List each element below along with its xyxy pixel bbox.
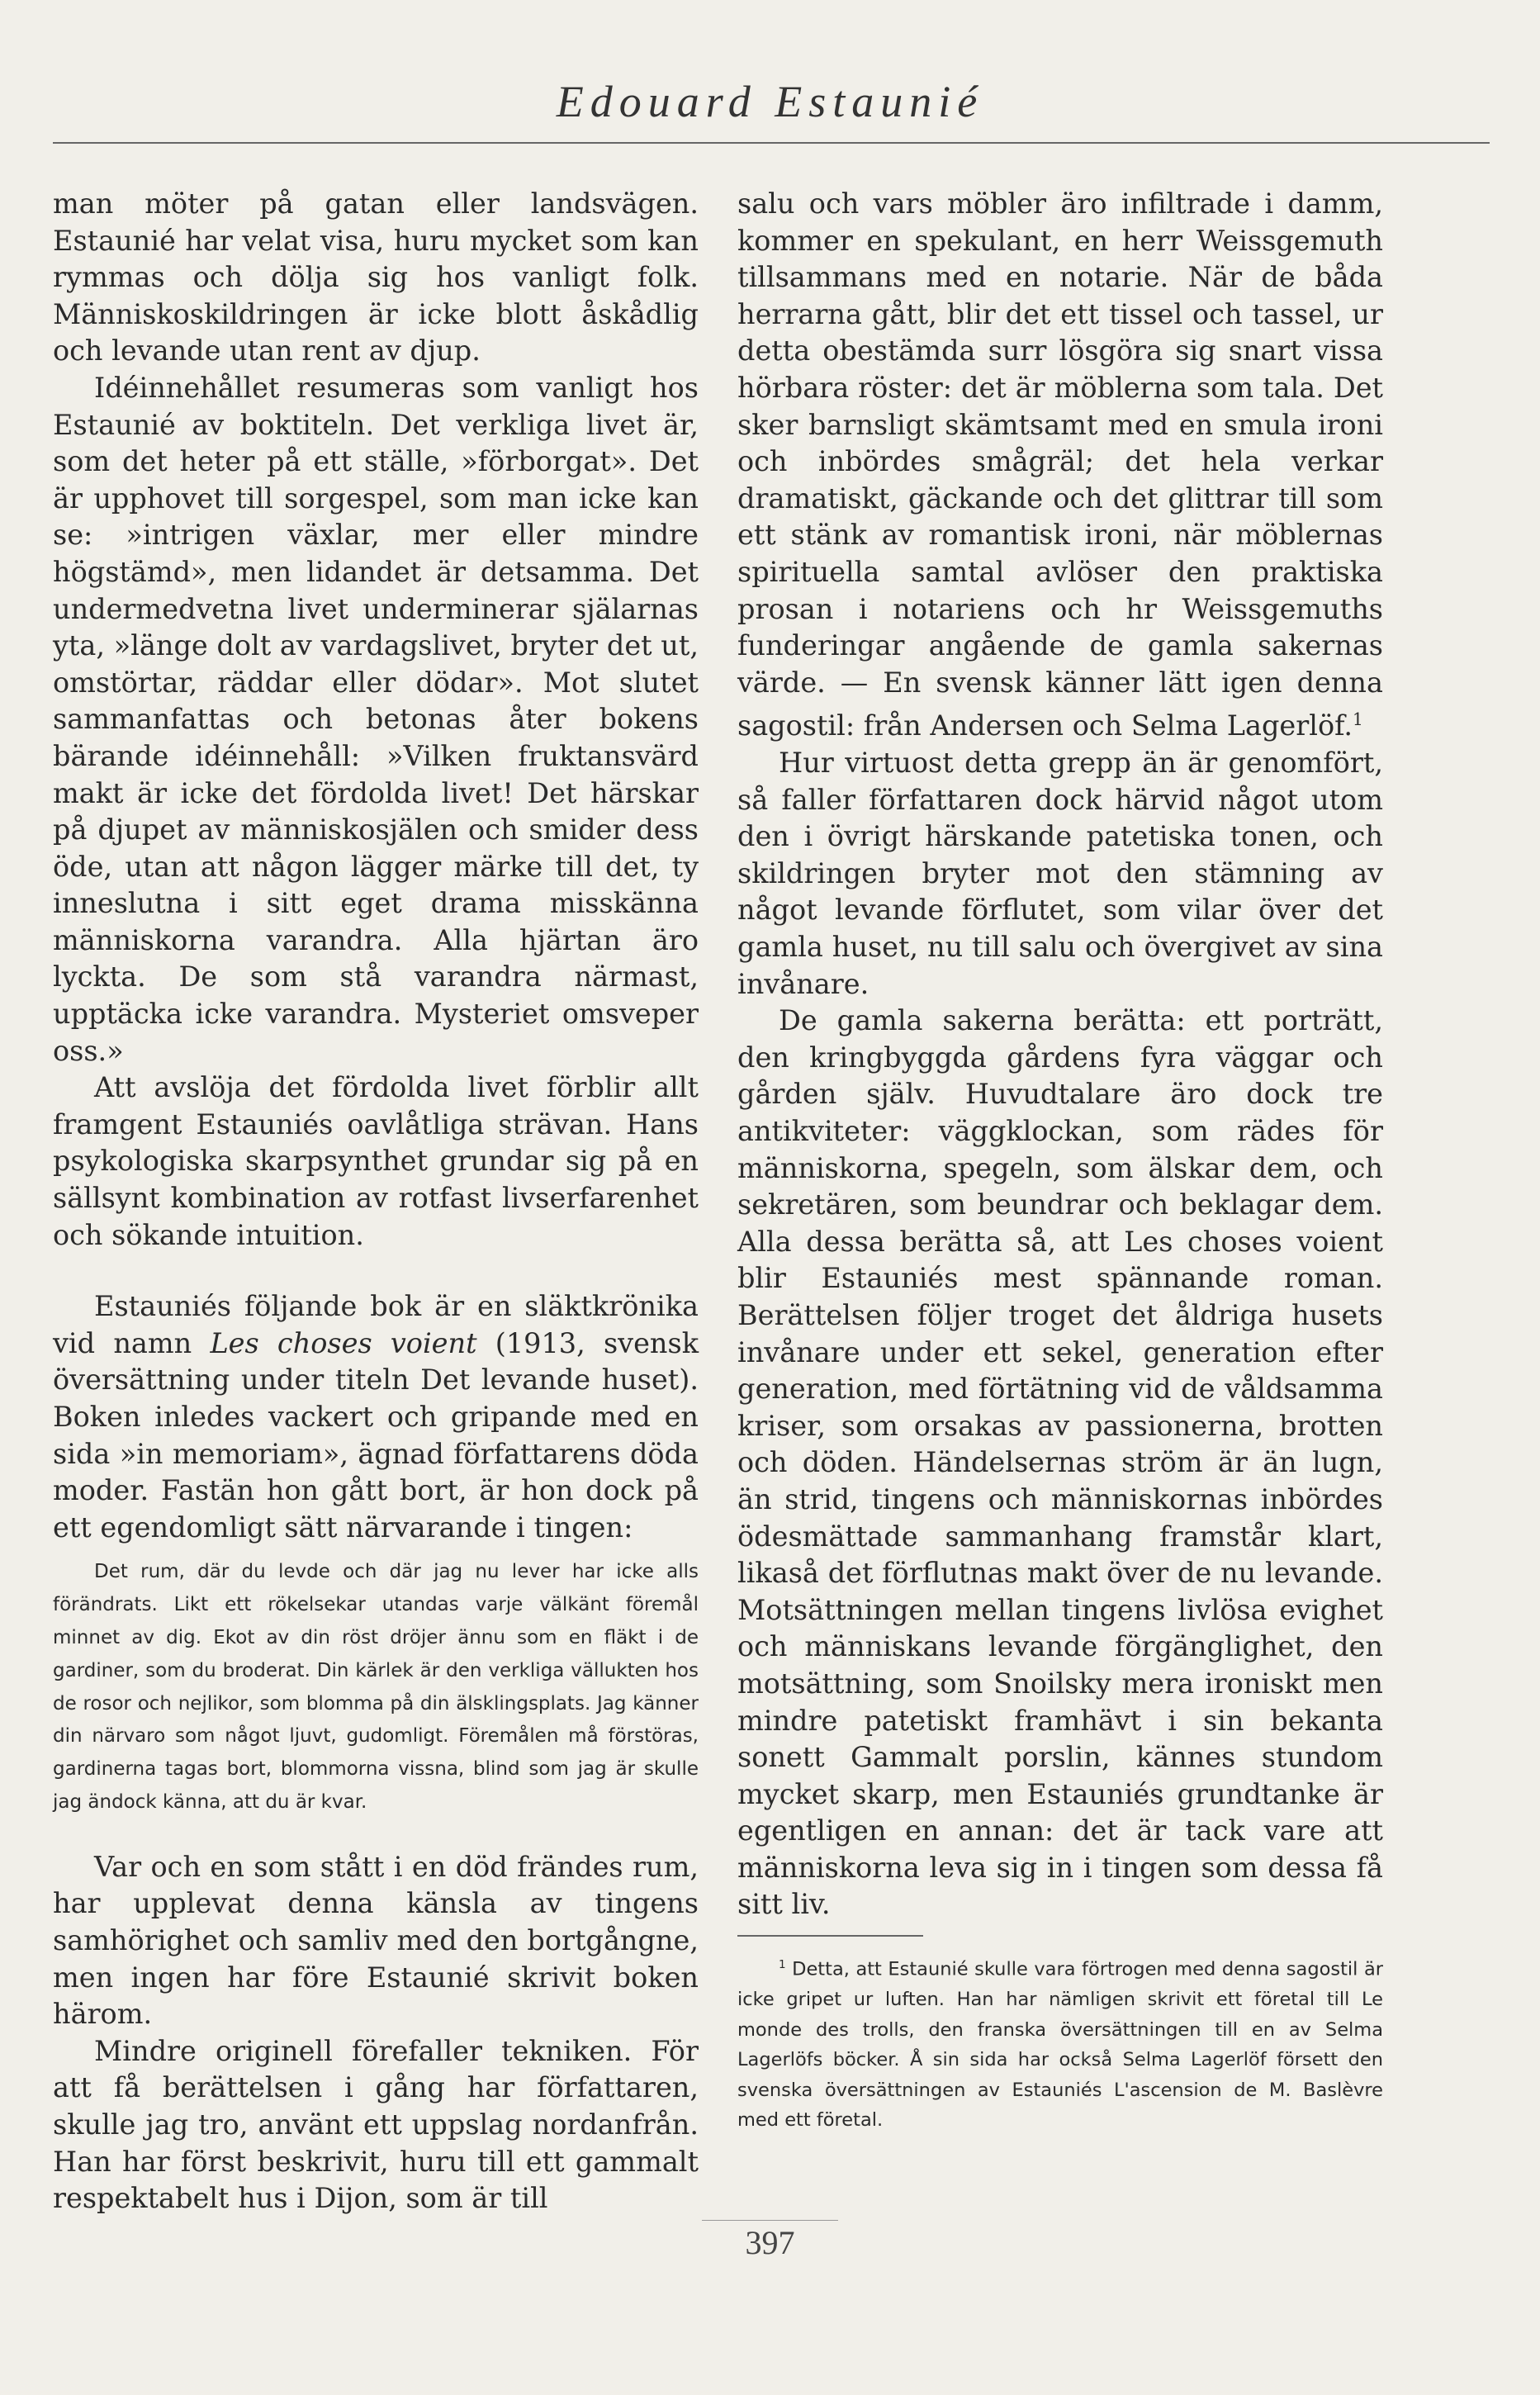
paragraph: De gamla sakerna berätta: ett porträtt, den kringbyggda gårdens fyra väggar och gården själv. Huvudtalare äro dock tre antikviteter: väggklockan, som rädes för människorna, spegeln, som älskar dem, och sekretären, som beundrar och beklagar dem. Alla dessa berätta så, att Les choses voient blir Estauniés mest spännande roman. Berättelsen följer troget det åldriga husets invånare under ett sekel, generation efter generation, med förtätning vid de våldsamma kriser, som orsakas av passionerna, brotten och döden. Händelsernas ström är än lugn, än strid, tingens och människornas inbördes ödesmättade sammanhang framstår klart, likaså det förflutnas makt över de nu levande. Motsättningen mellan tingens livlösa evighet och människans levande förgänglighet, den motsättning, som Snoilsky mera ironiskt men mindre patetiskt framhävt i sin bekanta sonett Gammalt porslin, kännes stundom mycket skarp, men Estauniés grundtanke är egentligen en annan: det är tack vare att människorna leva sig in i tingen som dessa få sitt liv.: [737, 1004, 1383, 1921]
footnote-text: Detta, att Estaunié skulle vara förtrogen med denna sagostil är icke gripet ur luften. Han har nämligen skrivit ett företal till Le monde des trolls, den franska översättningen till en av Selma Lagerlöfs böcker. Å sin sida har också Selma Lagerlöf försett den svenska översättningen av Estauniés L'ascension de M. Baslèvre med ett företal.: [737, 1958, 1383, 2132]
page-number: 397: [745, 2224, 795, 2261]
paragraph-text: salu och vars möbler äro infiltrade i damm, kommer en spekulant, en herr Weissgemuth tillsammans med en notarie. När de båda herrarna gått, blir det ett tissel och tassel, ur detta obestämda surr lösgöra sig snart vissa hörbara röster: det är möblerna som tala. Det sker barnsligt skämtsamt med en smula ironi och inbördes smågräl; det hela verkar dramatiskt, gäckande och det glittrar till som ett stänk av romantisk ironi, när möblernas spirituella samtal avlöser den praktiska prosan i notariens och hr Weissgemuths funderingar angående de gamla sakernas värde. — En svensk känner lätt igen denna sagostil: från Andersen och Selma Lagerlöf.: [737, 187, 1383, 742]
paragraph: Var och en som stått i en död frändes rum, har upplevat denna känsla av tingens samhörighet och samliv med den bortgångne, men ingen har före Estaunié skrivit boken härom.: [53, 1850, 699, 2031]
footnote-reference: 1: [1352, 709, 1363, 730]
running-header: Edouard Estaunié: [556, 77, 984, 126]
header-divider: [53, 142, 1490, 144]
paragraph: [737, 186, 1383, 745]
paragraph: Idéinnehållet resumeras som vanligt hos Estaunié av boktiteln. Det verkliga livet är, som det heter på ett ställe, »förborgat». Det är upphovet till sorgespel, som man icke kan se: »intrigen växlar, mer eller mindre högstämd», men lidandet är detsamma. Det undermedvetna livet underminerar själarnas yta, »länge dolt av vardagslivet, bryter det ut, omstörtar, räddar eller dödar». Mot slutet sammanfattas och betonas åter bokens bärande idéinnehåll: »Vilken fruktansvärd makt är icke det fördolda livet! Det härskar på djupet av människosjälen och smider dess öde, utan att någon lägger märke till det, ty inneslutna i sitt eget drama misskänna människorna varandra. Alla hjärtan äro lyckta. De som stå varandra närmast, upptäcka icke varandra. Mysteriet omsveper oss.»: [53, 371, 699, 1067]
footnote-divider: [737, 1935, 923, 1937]
book-title: Les choses voient: [210, 1326, 477, 1359]
paragraph: Att avslöja det fördolda livet förblir allt framgent Estauniés oavlåtliga strävan. Hans psykologiska skarpsynthet grundar sig på en sällsynt kombination av rotfast livserfarenhet och sökande intuition.: [53, 1071, 699, 1251]
footnote-marker: 1: [779, 1958, 786, 1972]
paragraph: Hur virtuost detta grepp än är genomfört, så faller författaren dock härvid något utom den i övrigt härskande patetiska tonen, och skildringen bryter mot den stämning av något levande förflutet, som vilar över det gamla huset, nu till salu och övergivet av sina invånare.: [737, 747, 1383, 1000]
page-number-divider: [702, 2220, 838, 2221]
footnote: [737, 1950, 1383, 2136]
left-column: [53, 186, 699, 2217]
paragraph: [53, 1288, 699, 1546]
block-quote: Det rum, där du levde och där jag nu lever har icke alls förändrats. Likt ett rökelsekar utandas varje välkänt föremål minnet av dig. Ekot av din röst dröjer ännu som en fläkt i de gardiner, som du broderat. Din kärlek är den verkliga vällukten hos de rosor och nejlikor, som blomma på din älsklingsplats. Jag känner din närvaro som något ljuvt, gudomligt. Föremålen må förstöras, gardinerna tagas bort, blommorna vissna, blind som jag är skulle jag ändock känna, att du är kvar.: [53, 1561, 699, 1813]
right-column: [737, 186, 1383, 2136]
paragraph: man möter på gatan eller landsvägen. Estaunié har velat visa, huru mycket som kan rymmas och dölja sig hos vanligt folk. Människoskildringen är icke blott åskådlig och levande utan rent av djup.: [53, 187, 699, 368]
paragraph-text: (1913, svensk översättning under titeln Det levande huset). Boken inledes vackert och gripande med en sida »in memoriam», ägnad författarens döda moder. Fastän hon gått bort, är hon dock på ett egendomligt sätt närvarande i tingen:: [53, 1326, 699, 1544]
paragraph-text: Estauniés följande bok är en släktkrönika vid namn: [53, 1290, 699, 1359]
paragraph: Mindre originell förefaller tekniken. För att få berättelsen i gång har författaren, skulle jag tro, använt ett uppslag nordanfrån. Han har först beskrivit, huru till ett gammalt respektabelt hus i Dijon, som är till: [53, 2034, 699, 2215]
